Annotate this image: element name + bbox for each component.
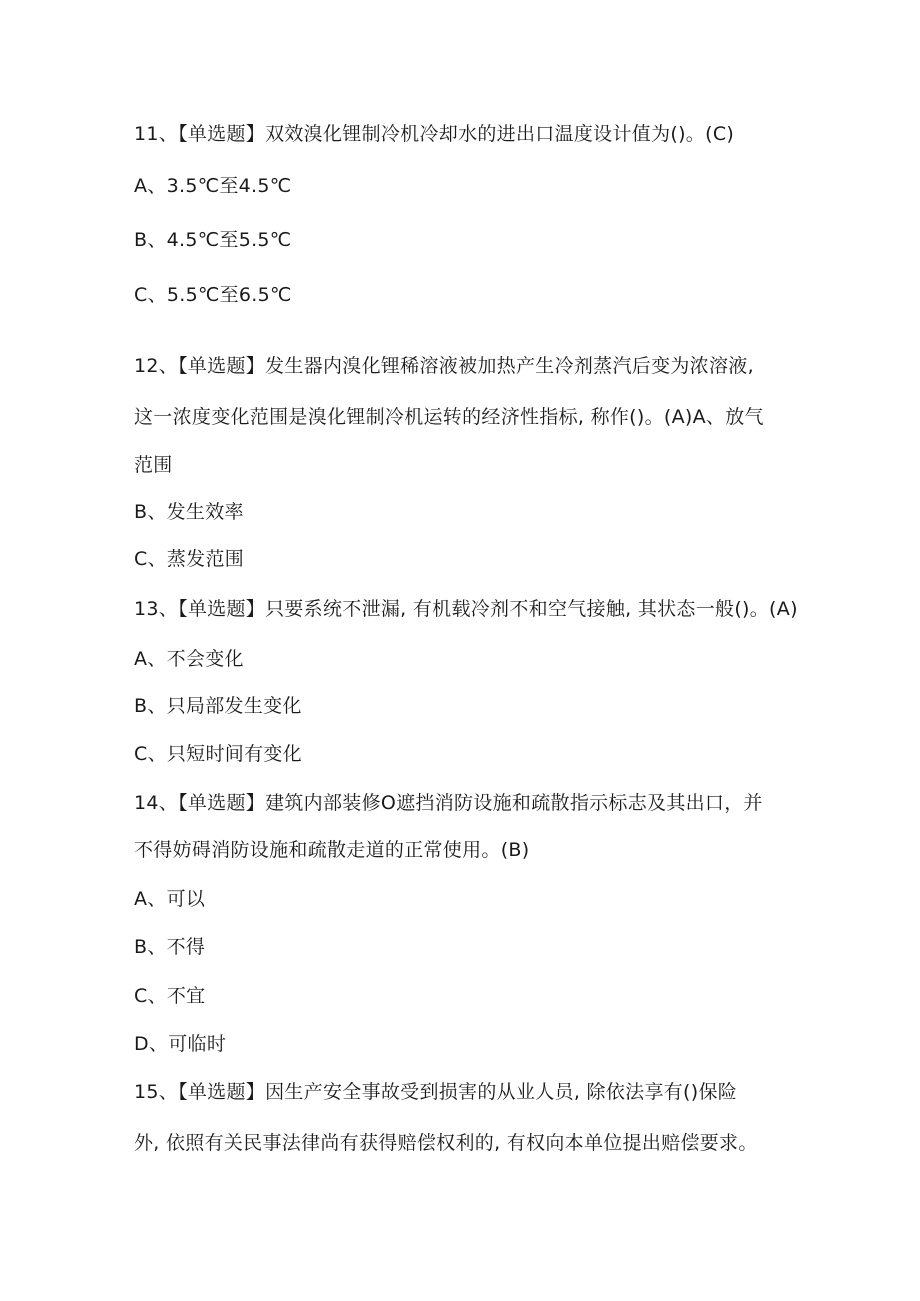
question-13-line-1: 13、【单选题】只要系统不泄漏, 有机载冷剂不和空气接触, 其状态一般()。(A) <box>134 598 798 620</box>
question-11-option-c: C、5.5℃至6.5℃ <box>134 284 292 306</box>
question-14-option-c: C、不宜 <box>134 985 206 1007</box>
question-12-line-3: 范围 <box>134 454 173 476</box>
question-11-option-b: B、4.5℃至5.5℃ <box>134 229 292 251</box>
question-13-option-a: A、不会变化 <box>134 648 244 670</box>
question-15-line-2: 外, 依照有关民事法律尚有获得赔偿权利的, 有权向本单位提出赔偿要求。 <box>134 1132 758 1154</box>
question-14-option-a: A、可以 <box>134 888 206 910</box>
question-13-option-b: B、只局部发生变化 <box>134 695 302 717</box>
question-15-line-1: 15、【单选题】因生产安全事故受到损害的从业人员, 除依法享有()保险 <box>134 1081 738 1103</box>
question-13-option-c: C、只短时间有变化 <box>134 743 302 765</box>
question-12-line-2: 这一浓度变化范围是溴化锂制冷机运转的经济性指标, 称作()。(A)A、放气 <box>134 406 764 428</box>
question-11-line-1: 11、【单选题】双效溴化锂制冷机冷却水的进出口温度设计值为()。(C) <box>134 123 735 145</box>
question-11-option-a: A、3.5℃至4.5℃ <box>134 175 292 197</box>
question-12-option-b: B、发生效率 <box>134 501 244 523</box>
question-12-line-1: 12、【单选题】发生器内溴化锂稀溶液被加热产生冷剂蒸汽后变为浓溶液, <box>134 355 754 377</box>
question-14-line-1: 14、【单选题】建筑内部装修O遮挡消防设施和疏散指示标志及其出口，并 <box>134 792 763 814</box>
question-14-option-d: D、可临时 <box>134 1033 227 1055</box>
question-14-option-b: B、不得 <box>134 936 206 958</box>
question-12-option-c: C、蒸发范围 <box>134 548 245 570</box>
question-14-line-2: 不得妨碍消防设施和疏散走道的正常使用。(B) <box>134 839 530 861</box>
